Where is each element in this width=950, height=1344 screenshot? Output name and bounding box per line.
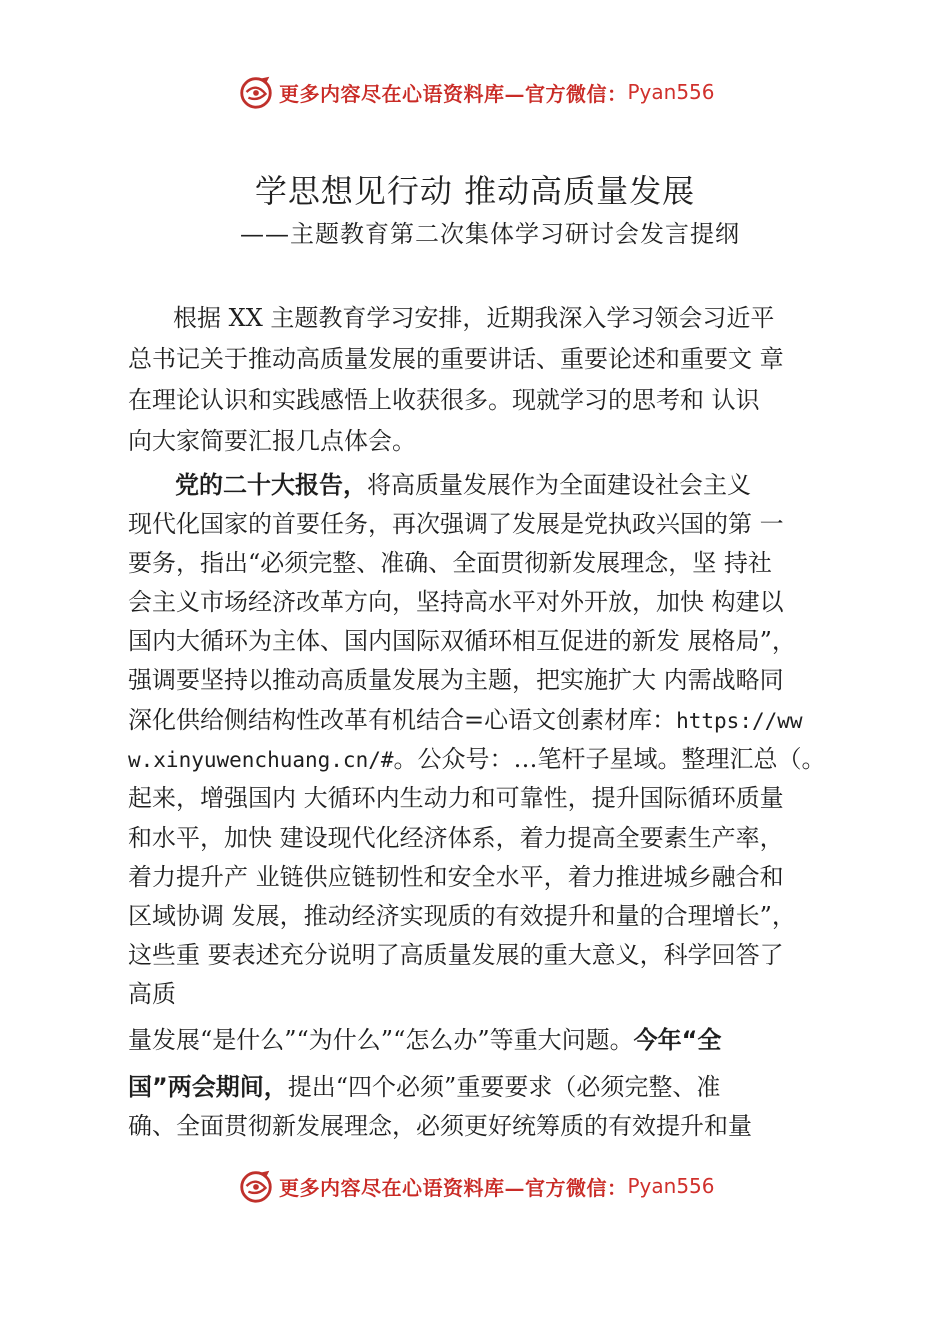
paragraph-line: 这些重 要表述充分说明了高质量发展的重大意义，科学回答了 — [128, 941, 784, 969]
url-text: w.xinyuwenchuang.cn/# — [128, 748, 394, 772]
paragraph-line: 高质 — [128, 980, 176, 1008]
header-banner — [0, 70, 950, 114]
paragraph-line: 国内大循环为主体、国内国际双循环相互促进的新发 展格局”， — [128, 627, 796, 655]
banner-text: 更多内容尽在心语资料库— — [279, 1175, 525, 1200]
bold-lead: 党的二十大报告， — [175, 471, 367, 499]
paragraph-line: 着力提升产 业链供应链韧性和安全水平，着力推进城乡融合和 — [128, 863, 784, 891]
banner-wechat-id: Pyan556 — [627, 80, 715, 104]
page-title: 学思想见行动 推动高质量发展 — [254, 172, 696, 210]
paragraph-line: 总书记关于推动高质量发展的重要讲话、重要论述和重要文 章 — [128, 345, 784, 373]
paragraph-line — [175, 465, 751, 500]
paragraph-text: 提出“四个必须”重要要求（必须完整、准 — [287, 1073, 721, 1101]
paragraph-line: 强调要坚持以推动高质量发展为主题，把实施扩大 内需战略同 — [128, 666, 784, 694]
page-subtitle: ——主题教育第二次集体学习研讨会发言提纲 — [240, 220, 740, 248]
banner-label: 官方微信： — [525, 81, 628, 106]
paragraph-line: 要务，指出“必须完整、准确、全面贯彻新发展理念，坚 持社 — [128, 549, 772, 577]
paragraph-line: 和水平，加快 建设现代化经济体系，着力提高全要素生产率， — [128, 824, 784, 852]
bold-text: 今年“全 — [633, 1026, 722, 1054]
paragraph-line: 在理论认识和实践感悟上收获很多。现就学习的思考和 认识 — [128, 386, 760, 414]
banner-wechat-id: Pyan556 — [627, 1174, 715, 1198]
paragraph-text: 。公众号：…笔杆子星域。整理汇总（。 — [393, 745, 826, 773]
paragraph-line: 现代化国家的首要任务，再次强调了发展是党执政兴国的第 一 — [128, 510, 784, 538]
paragraph-line: 根据 XX 主题教育学习安排，近期我深入学习领会习近平 — [173, 304, 775, 332]
banner-text: 更多内容尽在心语资料库— — [279, 81, 525, 106]
library-logo-icon — [237, 1167, 275, 1205]
url-text: https://ww — [676, 709, 803, 733]
bold-text: 国”两会期间， — [128, 1073, 288, 1101]
paragraph-line — [128, 700, 803, 735]
footer-banner — [0, 1164, 950, 1208]
paragraph-text: 量发展“是什么”“为什么”“怎么办”等重大问题。 — [128, 1026, 634, 1054]
paragraph-line — [128, 1020, 721, 1055]
paragraph-text: 深化供给侧结构性改革有机结合=心语文创素材库： — [128, 706, 677, 734]
banner-label: 官方微信： — [525, 1175, 628, 1200]
paragraph-line: 会主义市场经济改革方向，坚持高水平对外开放，加快 构建以 — [128, 588, 784, 616]
paragraph-line: 起来，增强国内 大循环内生动力和可靠性，提升国际循环质量 — [128, 784, 784, 812]
paragraph-text: 将高质量发展作为全面建设社会主义 — [367, 471, 751, 499]
paragraph-line: 向大家简要汇报几点体会。 — [128, 427, 416, 455]
paragraph-line: 区域协调 发展，推动经济实现质的有效提升和量的合理增长”， — [128, 902, 796, 930]
library-logo-icon — [237, 73, 275, 111]
paragraph-line — [128, 1067, 720, 1102]
paragraph-line — [128, 739, 826, 774]
paragraph-line: 确、全面贯彻新发展理念，必须更好统筹质的有效提升和量 — [128, 1112, 752, 1140]
